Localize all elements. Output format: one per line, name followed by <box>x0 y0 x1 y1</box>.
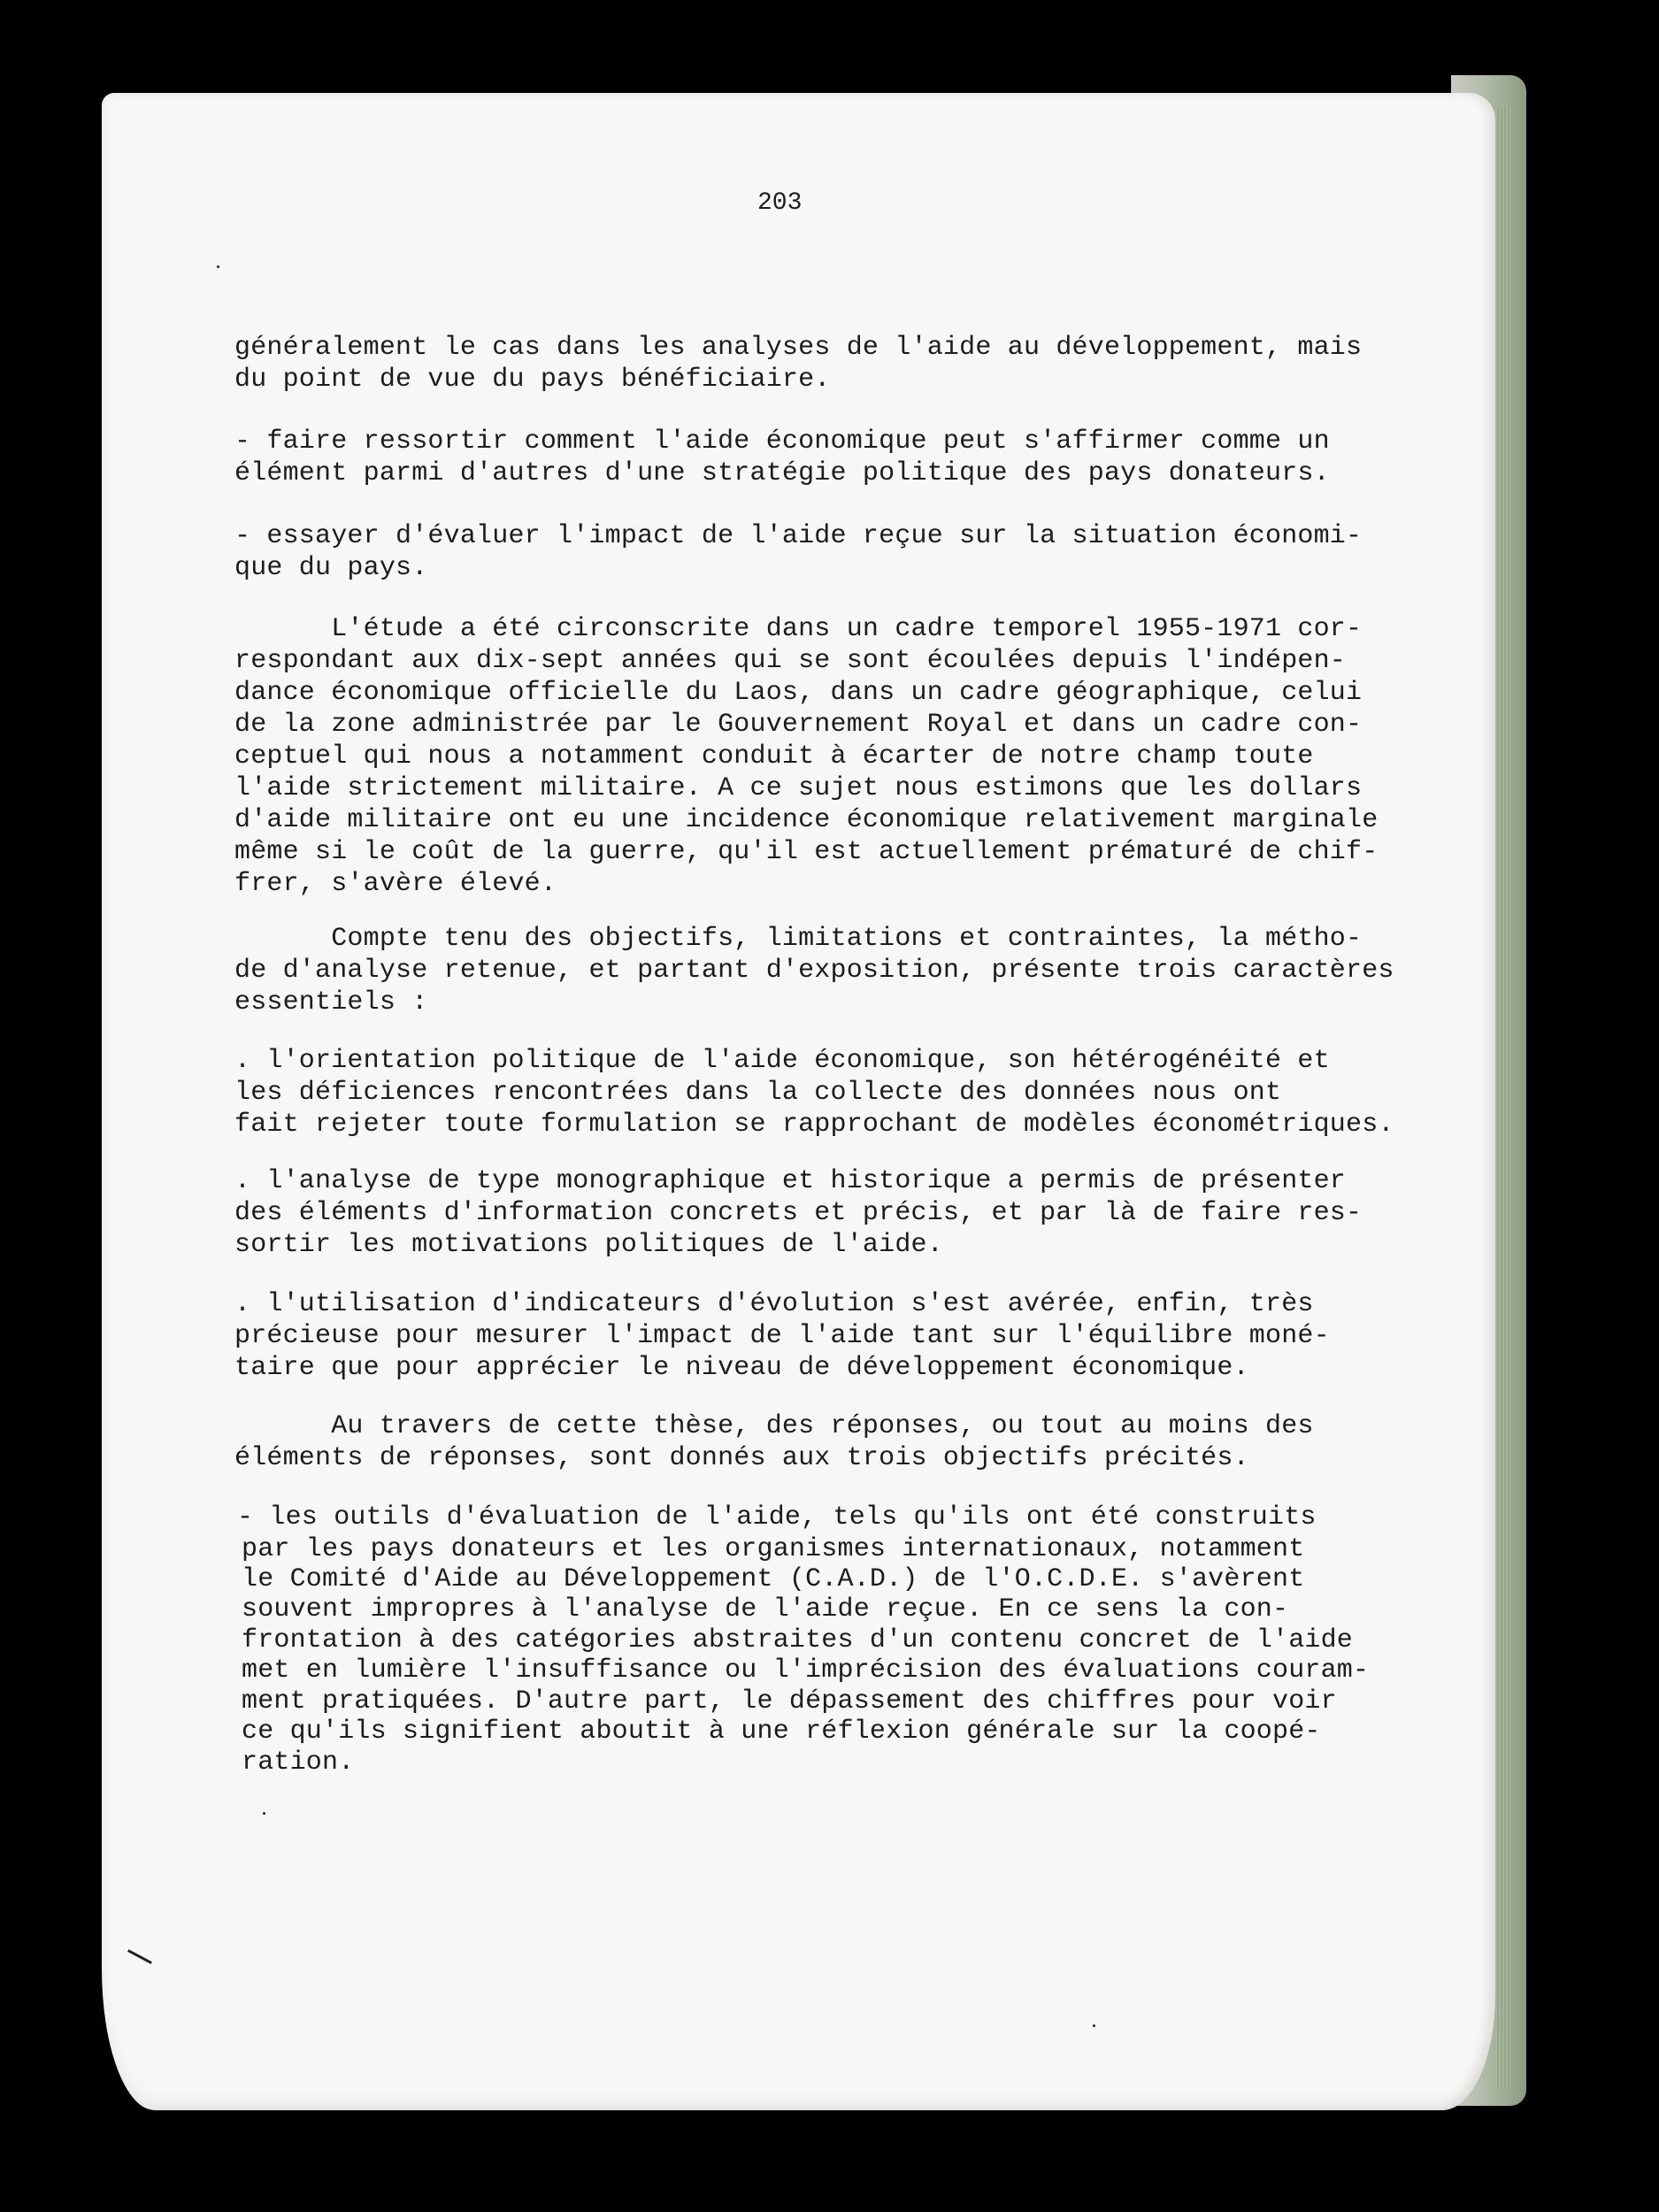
text-line: . l'utilisation d'indicateurs d'évolution s'est avérée, enfin, très <box>234 1289 1314 1319</box>
text-line: essentiels : <box>234 987 428 1018</box>
text-line: de d'analyse retenue, et partant d'exposition, présente trois caractères <box>234 956 1394 986</box>
text-line: le Comité d'Aide au Développement (C.A.D.) de l'O.C.D.E. s'avèrent <box>242 1564 1305 1594</box>
text-line: - essayer d'évaluer l'impact de l'aide reçue sur la situation économi- <box>234 521 1363 551</box>
text-line: - les outils d'évaluation de l'aide, tels qu'ils ont été construits <box>237 1502 1317 1532</box>
text-line: Au travers de cette thèse, des réponses, ou tout au moins des <box>234 1411 1314 1441</box>
text-line: des éléments d'information concrets et précis, et par là de faire res- <box>234 1198 1363 1228</box>
text-line: de la zone administrée par le Gouvernement Royal et dans un cadre con- <box>234 710 1363 740</box>
text-line: l'aide strictement militaire. A ce sujet nous estimons que les dollars <box>234 773 1363 803</box>
text-line: les déficiences rencontrées dans la collecte des données nous ont <box>234 1078 1282 1108</box>
text-line: . l'analyse de type monographique et historique a permis de présenter <box>234 1166 1347 1196</box>
speck <box>217 265 219 268</box>
text-line: taire que pour apprécier le niveau de développement économique. <box>234 1353 1249 1383</box>
text-line: Compte tenu des objectifs, limitations et contraintes, la métho- <box>234 924 1363 954</box>
text-line: précieuse pour mesurer l'impact de l'aide tant sur l'équilibre moné- <box>234 1321 1330 1351</box>
text-line: respondant aux dix-sept années qui se sont écoulées depuis l'indépen- <box>234 646 1347 676</box>
text-line: frer, s'avère élevé. <box>234 869 557 899</box>
text-line: sortir les motivations politiques de l'aide. <box>234 1230 943 1260</box>
text-line: ration. <box>242 1747 355 1778</box>
text-line: ment pratiquées. D'autre part, le dépassement des chiffres pour voir <box>242 1686 1337 1717</box>
text-line: éléments de réponses, sont donnés aux trois objectifs précités. <box>234 1443 1249 1473</box>
text-line: ce qu'ils signifient aboutit à une réflexion générale sur la coopé- <box>242 1717 1321 1747</box>
text-line: fait rejeter toute formulation se rapprochant de modèles économétriques. <box>234 1110 1394 1140</box>
text-line: souvent impropres à l'analyse de l'aide reçue. En ce sens la con- <box>242 1594 1289 1624</box>
margin-mark <box>127 1949 152 1964</box>
text-line: dance économique officielle du Laos, dans un cadre géographique, celui <box>234 678 1363 708</box>
text-line: par les pays donateurs et les organismes internationaux, notamment <box>242 1534 1305 1564</box>
speck <box>263 1812 265 1815</box>
text-line: L'étude a été circonscrite dans un cadre temporel 1955-1971 cor- <box>234 614 1363 644</box>
text-line: élément parmi d'autres d'une stratégie politique des pays donateurs. <box>234 458 1330 488</box>
text-line: d'aide militaire ont eu une incidence économique relativement marginale <box>234 805 1379 835</box>
speck <box>1093 2024 1095 2027</box>
text-line: généralement le cas dans les analyses de l'aide au développement, mais <box>234 333 1363 363</box>
text-line: du point de vue du pays bénéficiaire. <box>234 365 831 395</box>
text-line: ceptuel qui nous a notamment conduit à écarter de notre champ toute <box>234 741 1314 772</box>
page-number: 203 <box>757 189 803 217</box>
text-line: met en lumière l'insuffisance ou l'imprécision des évaluations couram- <box>242 1655 1370 1686</box>
text-line: que du pays. <box>234 553 428 583</box>
text-line: frontation à des catégories abstraites d'un contenu concret de l'aide <box>242 1625 1354 1655</box>
text-line: - faire ressortir comment l'aide économique peut s'affirmer comme un <box>234 426 1330 457</box>
text-line: même si le coût de la guerre, qu'il est actuellement prématuré de chif- <box>234 837 1379 867</box>
text-line: . l'orientation politique de l'aide économique, son hétérogénéité et <box>234 1046 1330 1076</box>
